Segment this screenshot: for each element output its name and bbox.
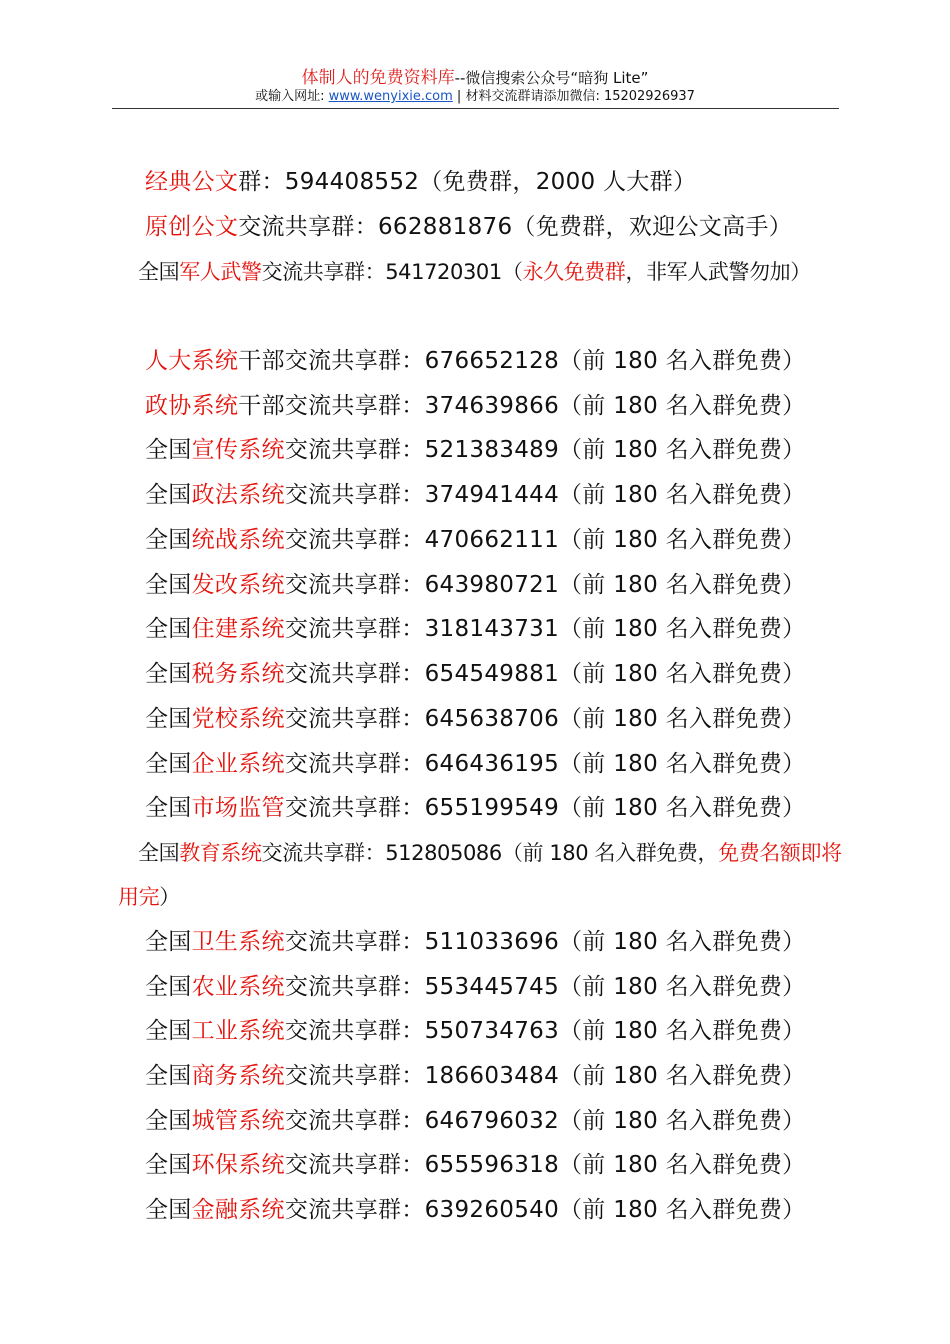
group-line bbox=[0, 1060, 950, 1092]
group-text: 干部交流共享群：374639866（前 180 名入群免费） bbox=[238, 393, 806, 419]
prefix: 全国 bbox=[145, 1063, 192, 1089]
group-line bbox=[0, 256, 950, 288]
group-text: 交流共享群：646436195（前 180 名入群免费） bbox=[284, 751, 806, 777]
highlight: 农业系统 bbox=[191, 974, 285, 1000]
prefix: 全国 bbox=[145, 1197, 192, 1223]
group-line bbox=[0, 166, 950, 198]
group-text: 交流共享群：646796032（前 180 名入群免费） bbox=[284, 1108, 806, 1134]
header-tagline: --微信搜索公众号“暗狗 Lite” bbox=[454, 69, 649, 87]
highlight: 发改系统 bbox=[191, 572, 285, 598]
website-link[interactable]: www.wenyixie.com bbox=[328, 89, 453, 104]
group-line bbox=[0, 434, 950, 466]
group-line bbox=[0, 658, 950, 690]
highlight: 商务系统 bbox=[191, 1063, 285, 1089]
highlight: 城管系统 bbox=[191, 1108, 285, 1134]
group-line bbox=[0, 569, 950, 601]
group-text: 交流共享群：662881876（免费群，欢迎公文高手） bbox=[238, 214, 793, 240]
prefix: 全国 bbox=[145, 1152, 192, 1178]
highlight: 政协系统 bbox=[145, 393, 239, 419]
highlight: 卫生系统 bbox=[191, 929, 285, 955]
group-text: 交流共享群：655199549（前 180 名入群免费） bbox=[284, 795, 806, 821]
prefix: 全国 bbox=[145, 1018, 192, 1044]
group-line-education-cont bbox=[0, 881, 950, 913]
prefix: 全国 bbox=[145, 751, 192, 777]
highlight-note: 免费名额即将 bbox=[718, 841, 842, 865]
highlight: 经典公文 bbox=[145, 169, 239, 195]
group-text: 交流共享群：318143731（前 180 名入群免费） bbox=[284, 616, 806, 642]
highlight: 金融系统 bbox=[191, 1197, 285, 1223]
prefix: 全国 bbox=[138, 841, 180, 865]
url-prefix: 或输入网址: bbox=[255, 89, 329, 104]
highlight: 税务系统 bbox=[191, 661, 285, 687]
page-header bbox=[0, 68, 950, 106]
highlight-note: 用完 bbox=[118, 885, 160, 909]
highlight: 军人武警 bbox=[179, 260, 262, 284]
highlight: 企业系统 bbox=[191, 751, 285, 777]
prefix: 全国 bbox=[145, 437, 192, 463]
group-line bbox=[0, 479, 950, 511]
group-text: 交流共享群：470662111（前 180 名入群免费） bbox=[284, 527, 806, 553]
group-line bbox=[0, 748, 950, 780]
highlight: 环保系统 bbox=[191, 1152, 285, 1178]
brand-title: 体制人的免费资料库 bbox=[301, 68, 455, 88]
group-line bbox=[0, 792, 950, 824]
group-line bbox=[0, 1015, 950, 1047]
group-line bbox=[0, 390, 950, 422]
group-line bbox=[0, 1194, 950, 1226]
group-line bbox=[0, 1105, 950, 1137]
group-line bbox=[0, 971, 950, 1003]
prefix: 全国 bbox=[145, 482, 192, 508]
group-line bbox=[0, 926, 950, 958]
highlight: 原创公文 bbox=[145, 214, 239, 240]
group-text: 群：594408552（免费群，2000 人大群） bbox=[238, 169, 697, 195]
group-text: 交流共享群：550734763（前 180 名入群免费） bbox=[284, 1018, 806, 1044]
prefix: 全国 bbox=[138, 260, 180, 284]
prefix: 全国 bbox=[145, 706, 192, 732]
highlight: 人大系统 bbox=[145, 348, 239, 374]
group-text: 交流共享群：512805086（前 180 名入群免费， bbox=[261, 841, 719, 865]
wechat-contact: | 材料交流群请添加微信: 15202926937 bbox=[452, 89, 695, 104]
group-line-education bbox=[0, 837, 950, 869]
highlight: 党校系统 bbox=[191, 706, 285, 732]
highlight: 教育系统 bbox=[179, 841, 262, 865]
highlight-note: 永久免费群 bbox=[522, 260, 626, 284]
group-text: 交流共享群：639260540（前 180 名入群免费） bbox=[284, 1197, 806, 1223]
group-line bbox=[0, 345, 950, 377]
group-text: 交流共享群：643980721（前 180 名入群免费） bbox=[284, 572, 806, 598]
prefix: 全国 bbox=[145, 795, 192, 821]
group-text: 交流共享群：374941444（前 180 名入群免费） bbox=[284, 482, 806, 508]
group-text-end: ，非军人武警勿加） bbox=[625, 260, 811, 284]
group-text-end: ） bbox=[159, 885, 180, 909]
prefix: 全国 bbox=[145, 1108, 192, 1134]
prefix: 全国 bbox=[145, 616, 192, 642]
group-text: 交流共享群：521383489（前 180 名入群免费） bbox=[284, 437, 806, 463]
header-divider bbox=[112, 108, 839, 109]
group-line bbox=[0, 1149, 950, 1181]
group-text: 交流共享群：553445745（前 180 名入群免费） bbox=[284, 974, 806, 1000]
group-text: 交流共享群：186603484（前 180 名入群免费） bbox=[284, 1063, 806, 1089]
group-text: 交流共享群：654549881（前 180 名入群免费） bbox=[284, 661, 806, 687]
group-text: 交流共享群：511033696（前 180 名入群免费） bbox=[284, 929, 806, 955]
group-text: 交流共享群：541720301（ bbox=[261, 260, 523, 284]
highlight: 政法系统 bbox=[191, 482, 285, 508]
prefix: 全国 bbox=[145, 661, 192, 687]
highlight: 统战系统 bbox=[191, 527, 285, 553]
prefix: 全国 bbox=[145, 572, 192, 598]
group-line bbox=[0, 703, 950, 735]
highlight: 工业系统 bbox=[191, 1018, 285, 1044]
highlight: 市场监管 bbox=[191, 795, 285, 821]
header-line-1 bbox=[0, 68, 950, 88]
group-text: 交流共享群：645638706（前 180 名入群免费） bbox=[284, 706, 806, 732]
highlight: 住建系统 bbox=[191, 616, 285, 642]
group-line bbox=[0, 211, 950, 243]
prefix: 全国 bbox=[145, 929, 192, 955]
prefix: 全国 bbox=[145, 974, 192, 1000]
group-line bbox=[0, 524, 950, 556]
prefix: 全国 bbox=[145, 527, 192, 553]
header-line-2 bbox=[0, 88, 950, 106]
group-text: 交流共享群：655596318（前 180 名入群免费） bbox=[284, 1152, 806, 1178]
highlight: 宣传系统 bbox=[191, 437, 285, 463]
group-text: 干部交流共享群：676652128（前 180 名入群免费） bbox=[238, 348, 806, 374]
group-line bbox=[0, 613, 950, 645]
